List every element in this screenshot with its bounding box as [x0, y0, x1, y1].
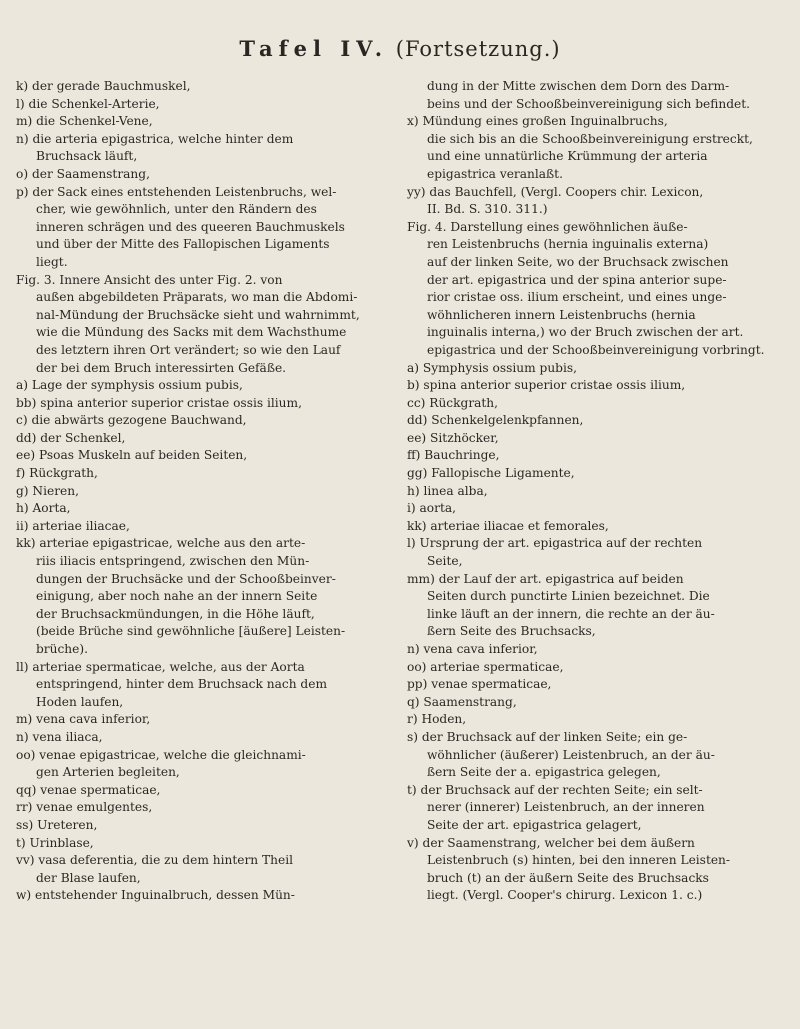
text-line: nal-Mündung der Bruchsäcke sieht und wahrnimmt, — [36, 307, 360, 322]
text-line: ren Leistenbruchs (hernia inguinalis externa) — [427, 237, 709, 252]
plate-title: Tafel IV. — [239, 36, 389, 61]
text-line: k) der gerade Bauchmuskel, — [16, 79, 191, 93]
text-line: oo) venae epigastricae, welche die gleichnami- — [16, 747, 306, 762]
text-line: v) der Saamenstrang, welcher bei dem äußern — [407, 835, 695, 850]
text-line: vv) vasa deferentia, die zu dem hintern Theil — [16, 853, 293, 868]
text-line: dd) der Schenkel, — [16, 430, 126, 445]
text-line: Seite der art. epigastrica gelagert, — [427, 817, 642, 832]
text-line: rior cristae oss. ilium erscheint, und eines unge- — [427, 290, 727, 305]
text-line: der art. epigastrica und der spina anterior supe- — [427, 272, 727, 287]
text-line: (beide Brüche sind gewöhnliche [äußere] Leisten- — [36, 624, 346, 639]
text-line: t) der Bruchsack auf der rechten Seite; ein selt- — [407, 782, 703, 797]
text-line: wöhnlicher (äußerer) Leistenbruch, an der äu- — [427, 747, 715, 762]
text-line: cc) Rückgrath, — [407, 395, 499, 410]
text-line: der Bruchsackmündungen, in die Höhe läuft, — [36, 606, 315, 621]
text-line: Fig. 3. Innere Ansicht des unter Fig. 2. von — [16, 272, 283, 287]
text-line: der Blase laufen, — [36, 870, 141, 885]
text-line: entspringend, hinter dem Bruchsack nach dem — [36, 677, 328, 692]
text-line: s) der Bruchsack auf der linken Seite; ein ge- — [407, 729, 688, 744]
text-line: b) spina anterior superior cristae ossis ilium, — [407, 378, 686, 393]
text-line: l) Ursprung der art. epigastrica auf der rechten — [407, 536, 703, 551]
text-line: gen Arterien begleiten, — [36, 765, 180, 780]
text-line: Bruchsack läuft, — [36, 149, 138, 164]
text-line: n) vena cava inferior, — [407, 642, 538, 656]
text-line: h) linea alba, — [407, 483, 488, 498]
text-line: wie die Mündung des Sacks mit dem Wachsthume — [36, 325, 347, 340]
text-line: mm) der Lauf der art. epigastrica auf beiden — [407, 571, 684, 586]
text-line: einigung, aber noch nahe an der innern Seite — [36, 589, 318, 604]
text-line: und eine unnatürliche Krümmung der arteria — [427, 149, 708, 164]
text-line: ßern Seite des Bruchsacks, — [427, 624, 596, 639]
text-line: wöhnlicheren innern Leistenbruchs (hernia — [427, 307, 696, 322]
text-line: oo) arteriae spermaticae, — [407, 659, 564, 674]
text-line: kk) arteriae iliacae et femorales, — [407, 518, 609, 533]
text-line: t) Urinblase, — [16, 835, 94, 850]
text-line: nerer (innerer) Leistenbruch, an der inneren — [427, 800, 705, 815]
text-line: ßern Seite der a. epigastrica gelegen, — [427, 765, 661, 780]
left-column — [16, 78, 388, 905]
text-line: Seite, — [427, 554, 463, 569]
text-line: m) vena cava inferior, — [16, 712, 151, 727]
text-line: gg) Fallopische Ligamente, — [407, 466, 575, 481]
text-line: n) die arteria epigastrica, welche hinter dem — [16, 131, 294, 146]
text-line: Leistenbruch (s) hinten, bei den inneren Leisten- — [427, 853, 731, 868]
text-line: pp) venae spermaticae, — [407, 677, 552, 692]
text-line: dung in der Mitte zwischen dem Dorn des Darm- — [427, 79, 730, 93]
text-line: a) Symphysis ossium pubis, — [407, 360, 578, 375]
text-line: ee) Sitzhöcker, — [407, 430, 499, 445]
text-line: ii) arteriae iliacae, — [16, 518, 130, 533]
text-line: des letztern ihren Ort verändert; so wie den Lauf — [36, 342, 341, 357]
text-line: epigastrica veranlaßt. — [427, 166, 563, 181]
text-line: II. Bd. S. 310. 311.) — [427, 202, 548, 217]
text-line: o) der Saamenstrang, — [16, 166, 150, 181]
plate-subtitle: (Fortsetzung.) — [395, 37, 561, 61]
text-line: bruch (t) an der äußern Seite des Bruchsacks — [427, 870, 709, 885]
text-line: bb) spina anterior superior cristae ossis ilium, — [16, 395, 302, 410]
text-line: l) die Schenkel-Arterie, — [16, 96, 160, 111]
text-line: ee) Psoas Muskeln auf beiden Seiten, — [16, 448, 248, 463]
text-line: g) Nieren, — [16, 483, 79, 498]
text-line: ll) arteriae spermaticae, welche, aus der Aorta — [16, 659, 305, 674]
text-line: Hoden laufen, — [36, 694, 124, 709]
text-line: kk) arteriae epigastricae, welche aus den arte- — [16, 536, 306, 551]
text-line: dd) Schenkelgelenkpfannen, — [407, 413, 584, 428]
text-line: riis iliacis entspringend, zwischen den Mün- — [36, 554, 310, 569]
text-line: ss) Ureteren, — [16, 817, 98, 832]
text-line: n) vena iliaca, — [16, 729, 103, 744]
text-line: qq) venae spermaticae, — [16, 782, 161, 797]
text-line: liegt. — [36, 254, 68, 269]
text-line: p) der Sack eines entstehenden Leistenbruchs, wel- — [16, 184, 337, 199]
text-line: yy) das Bauchfell, (Vergl. Coopers chir. Lexicon, — [407, 184, 704, 199]
page-header — [0, 36, 800, 61]
text-line: inguinalis interna,) wo der Bruch zwischen der art. — [427, 325, 744, 340]
text-line: und über der Mitte des Fallopischen Ligaments — [36, 237, 330, 252]
text-line: beins und der Schooßbeinvereinigung sich befindet. — [427, 96, 751, 111]
text-line: Fig. 4. Darstellung eines gewöhnlichen äuße- — [407, 219, 688, 234]
text-line: h) Aorta, — [16, 501, 71, 516]
text-line: i) aorta, — [407, 501, 456, 516]
text-line: liegt. (Vergl. Cooper's chirurg. Lexicon 1. c.) — [427, 888, 703, 903]
text-line: auf der linken Seite, wo der Bruchsack zwischen — [427, 254, 729, 269]
text-line: Seiten durch punctirte Linien bezeichnet. Die — [427, 589, 710, 604]
text-line: f) Rückgrath, — [16, 466, 98, 481]
text-line: w) entstehender Inguinalbruch, dessen Mün- — [16, 888, 295, 903]
text-line: linke läuft an der innern, die rechte an der äu- — [427, 606, 715, 621]
text-line: cher, wie gewöhnlich, unter den Rändern des — [36, 202, 317, 217]
text-line: der bei dem Bruch interessirten Gefäße. — [36, 360, 287, 375]
text-line: epigastrica und der Schooßbeinvereinigung vorbringt. — [427, 342, 765, 357]
text-line: inneren schrägen und des queeren Bauchmuskels — [36, 219, 345, 234]
text-line: dungen der Bruchsäcke und der Schooßbeinver- — [36, 571, 336, 586]
text-line: r) Hoden, — [407, 712, 467, 727]
text-line: brüche). — [36, 642, 88, 656]
text-line: rr) venae emulgentes, — [16, 800, 153, 815]
text-line: c) die abwärts gezogene Bauchwand, — [16, 413, 247, 428]
text-line: m) die Schenkel-Vene, — [16, 114, 153, 129]
text-line: ff) Bauchringe, — [407, 448, 500, 463]
text-line: a) Lage der symphysis ossium pubis, — [16, 378, 243, 393]
text-line: q) Saamenstrang, — [407, 694, 517, 709]
text-line: x) Mündung eines großen Inguinalbruchs, — [407, 114, 668, 129]
right-column — [407, 78, 791, 905]
text-line: die sich bis an die Schooßbeinvereinigung erstreckt, — [427, 131, 753, 146]
text-line: außen abgebildeten Präparats, wo man die Abdomi- — [36, 290, 358, 305]
